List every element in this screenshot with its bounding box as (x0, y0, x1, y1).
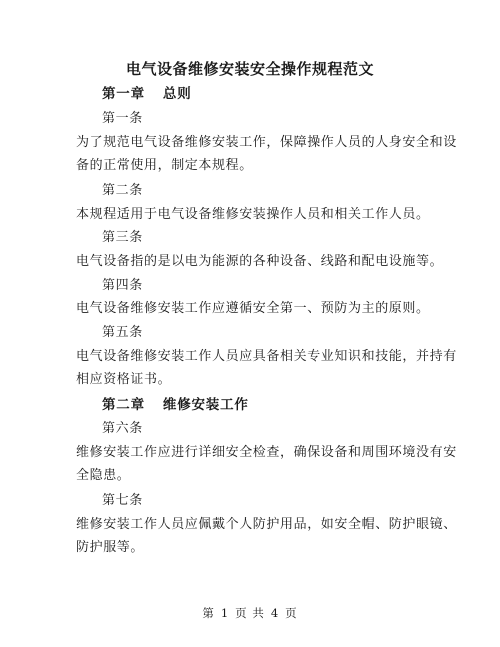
article-4-label: 第四条 (102, 278, 143, 293)
chapter-2-heading (102, 396, 249, 414)
article-6-text-line-1: 维修安装工作应进行详细安全检查，确保设备和周围环境没有安 (76, 445, 457, 460)
article-6-label: 第六条 (102, 421, 143, 436)
article-5-label: 第五条 (102, 325, 143, 340)
article-1-text-line-2: 备的正常使用，制定本规程。 (76, 158, 253, 173)
chapter-1-name: 总则 (162, 86, 192, 102)
page-footer (0, 605, 500, 621)
article-5-text-line-1: 电气设备维修安装工作人员应具备相关专业知识和技能，并持有 (76, 349, 457, 364)
footer-suffix: 页 (285, 606, 298, 620)
article-2-text-line-1: 本规程适用于电气设备维修安装操作人员和相关工作人员。 (76, 207, 430, 222)
document-title: 电气设备维修安装安全操作规程范文 (125, 60, 374, 78)
article-7-label: 第七条 (102, 493, 143, 508)
article-6-text-line-2: 全隐患。 (76, 468, 131, 483)
footer-mid: 页 共 (235, 606, 265, 620)
footer-total-pages: 4 (270, 606, 280, 620)
article-5-text-line-2: 相应资格证书。 (76, 372, 172, 387)
article-1-label: 第一条 (102, 111, 143, 126)
article-3-text-line-1: 电气设备指的是以电为能源的各种设备、线路和配电设施等。 (76, 254, 444, 269)
article-2-label: 第二条 (102, 183, 143, 198)
article-4-text-line-1: 电气设备维修安装工作应遵循安全第一、预防为主的原则。 (76, 301, 430, 316)
chapter-1-number: 第一章 (102, 86, 145, 102)
chapter-2-name: 维修安装工作 (162, 397, 249, 413)
article-1-text-line-1: 为了规范电气设备维修安装工作，保障操作人员的人身安全和设 (76, 135, 457, 150)
article-7-text-line-1: 维修安装工作人员应佩戴个人防护用品，如安全帽、防护眼镜、 (76, 517, 457, 532)
article-7-text-line-2: 防护服等。 (76, 540, 145, 555)
article-3-label: 第三条 (102, 230, 143, 245)
chapter-1-heading (102, 85, 192, 103)
footer-prefix: 第 (202, 606, 215, 620)
chapter-2-number: 第二章 (102, 397, 145, 413)
footer-current-page: 1 (220, 606, 230, 620)
